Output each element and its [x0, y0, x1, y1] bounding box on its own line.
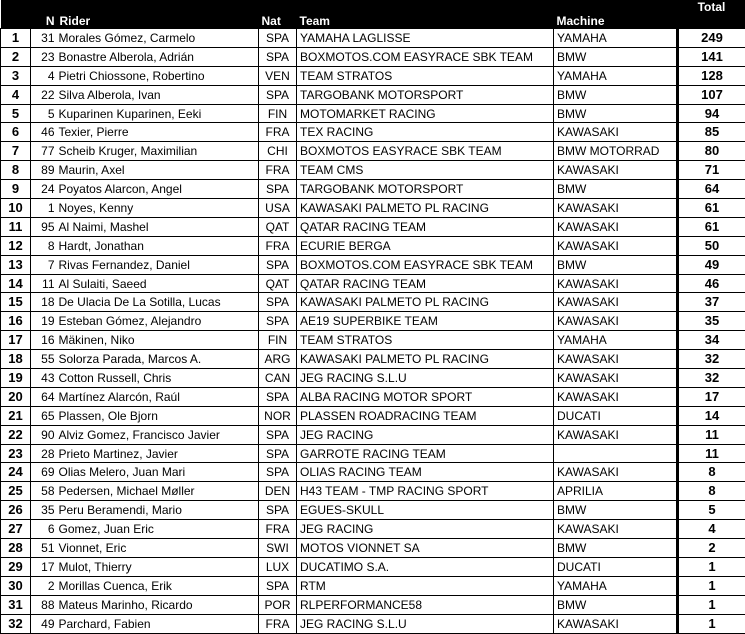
nationality-cell: SPA: [259, 312, 297, 331]
machine-cell: BMW: [554, 47, 678, 66]
position-cell: 25: [1, 482, 31, 501]
machine-cell: KAWASAKI: [554, 520, 678, 539]
nationality-cell: ARG: [259, 350, 297, 369]
table-row: [1, 331, 745, 350]
rider-cell: Cotton Russell, Chris: [57, 369, 259, 388]
table-row: [1, 199, 745, 218]
number-cell: 23: [31, 47, 57, 66]
machine-cell: KAWASAKI: [554, 199, 678, 218]
total-cell: 85: [678, 123, 745, 142]
header-total: Total: [678, 0, 745, 29]
position-cell: 31: [1, 595, 31, 614]
rider-cell: Pietri Chiossone, Robertino: [57, 66, 259, 85]
position-cell: 32: [1, 614, 31, 633]
position-cell: 9: [1, 180, 31, 199]
number-cell: 1: [31, 199, 57, 218]
nationality-cell: QAT: [259, 274, 297, 293]
machine-cell: APRILIA: [554, 482, 678, 501]
nationality-cell: CHI: [259, 142, 297, 161]
nationality-cell: SPA: [259, 293, 297, 312]
number-cell: 77: [31, 142, 57, 161]
position-cell: 15: [1, 293, 31, 312]
total-cell: 8: [678, 482, 745, 501]
position-cell: 22: [1, 425, 31, 444]
total-cell: 107: [678, 85, 745, 104]
nationality-cell: DEN: [259, 482, 297, 501]
number-cell: 69: [31, 463, 57, 482]
total-cell: 32: [678, 350, 745, 369]
machine-cell: KAWASAKI: [554, 123, 678, 142]
nationality-cell: SPA: [259, 47, 297, 66]
position-cell: 1: [1, 29, 31, 48]
total-cell: 35: [678, 312, 745, 331]
nationality-cell: SPA: [259, 444, 297, 463]
table-row: [1, 350, 745, 369]
position-cell: 17: [1, 331, 31, 350]
total-cell: 141: [678, 47, 745, 66]
total-cell: 14: [678, 406, 745, 425]
team-cell: TEX RACING: [297, 123, 554, 142]
nationality-cell: FRA: [259, 161, 297, 180]
header-row: [1, 0, 745, 29]
number-cell: 89: [31, 161, 57, 180]
nationality-cell: FRA: [259, 236, 297, 255]
position-cell: 24: [1, 463, 31, 482]
table-row: [1, 406, 745, 425]
number-cell: 90: [31, 425, 57, 444]
machine-cell: KAWASAKI: [554, 425, 678, 444]
total-cell: 34: [678, 331, 745, 350]
rider-cell: Mäkinen, Niko: [57, 331, 259, 350]
number-cell: 28: [31, 444, 57, 463]
total-cell: 61: [678, 199, 745, 218]
total-cell: 17: [678, 387, 745, 406]
total-cell: 2: [678, 539, 745, 558]
number-cell: 95: [31, 217, 57, 236]
machine-cell: KAWASAKI: [554, 217, 678, 236]
table-row: [1, 576, 745, 595]
team-cell: MOTOS VIONNET SA: [297, 539, 554, 558]
machine-cell: KAWASAKI: [554, 293, 678, 312]
machine-cell: YAMAHA: [554, 66, 678, 85]
total-cell: 37: [678, 293, 745, 312]
machine-cell: KAWASAKI: [554, 463, 678, 482]
header-machine: Machine: [554, 0, 678, 29]
team-cell: JEG RACING S.L.U: [297, 614, 554, 633]
table-row: [1, 180, 745, 199]
nationality-cell: SPA: [259, 29, 297, 48]
total-cell: 61: [678, 217, 745, 236]
nationality-cell: FRA: [259, 614, 297, 633]
total-cell: 46: [678, 274, 745, 293]
position-cell: 2: [1, 47, 31, 66]
table-row: [1, 255, 745, 274]
number-cell: 18: [31, 293, 57, 312]
team-cell: QATAR RACING TEAM: [297, 274, 554, 293]
position-cell: 13: [1, 255, 31, 274]
rider-cell: Gomez, Juan Eric: [57, 520, 259, 539]
position-cell: 8: [1, 161, 31, 180]
number-cell: 88: [31, 595, 57, 614]
rider-cell: Poyatos Alarcon, Angel: [57, 180, 259, 199]
nationality-cell: USA: [259, 199, 297, 218]
rider-cell: Plassen, Ole Bjorn: [57, 406, 259, 425]
rider-cell: Hardt, Jonathan: [57, 236, 259, 255]
nationality-cell: SPA: [259, 576, 297, 595]
nationality-cell: SPA: [259, 180, 297, 199]
table-row: [1, 614, 745, 633]
nationality-cell: SPA: [259, 501, 297, 520]
position-cell: 4: [1, 85, 31, 104]
table-row: [1, 104, 745, 123]
machine-cell: KAWASAKI: [554, 161, 678, 180]
table-row: [1, 482, 745, 501]
nationality-cell: QAT: [259, 217, 297, 236]
total-cell: 71: [678, 161, 745, 180]
total-cell: 32: [678, 369, 745, 388]
number-cell: 7: [31, 255, 57, 274]
rider-cell: Bonastre Alberola, Adrián: [57, 47, 259, 66]
nationality-cell: FIN: [259, 104, 297, 123]
total-cell: 8: [678, 463, 745, 482]
team-cell: MOTOMARKET RACING: [297, 104, 554, 123]
machine-cell: BMW: [554, 85, 678, 104]
number-cell: 65: [31, 406, 57, 425]
position-cell: 6: [1, 123, 31, 142]
position-cell: 30: [1, 576, 31, 595]
team-cell: TEAM STRATOS: [297, 331, 554, 350]
team-cell: BOXMOTOS.COM EASYRACE SBK TEAM: [297, 255, 554, 274]
number-cell: 11: [31, 274, 57, 293]
team-cell: KAWASAKI PALMETO PL RACING: [297, 199, 554, 218]
team-cell: JEG RACING S.L.U: [297, 369, 554, 388]
nationality-cell: SPA: [259, 255, 297, 274]
team-cell: ECURIE BERGA: [297, 236, 554, 255]
number-cell: 2: [31, 576, 57, 595]
nationality-cell: VEN: [259, 66, 297, 85]
position-cell: 16: [1, 312, 31, 331]
number-cell: 64: [31, 387, 57, 406]
rider-cell: Silva Alberola, Ivan: [57, 85, 259, 104]
total-cell: 11: [678, 425, 745, 444]
header-number: N: [31, 0, 57, 29]
team-cell: EGUES-SKULL: [297, 501, 554, 520]
table-row: [1, 85, 745, 104]
rider-cell: Martínez Alarcón, Raúl: [57, 387, 259, 406]
rider-cell: Noyes, Kenny: [57, 199, 259, 218]
team-cell: QATAR RACING TEAM: [297, 217, 554, 236]
team-cell: YAMAHA LAGLISSE: [297, 29, 554, 48]
total-cell: 249: [678, 29, 745, 48]
table-row: [1, 387, 745, 406]
team-cell: TARGOBANK MOTORSPORT: [297, 85, 554, 104]
team-cell: DUCATIMO S.A.: [297, 557, 554, 576]
number-cell: 35: [31, 501, 57, 520]
nationality-cell: CAN: [259, 369, 297, 388]
table-row: [1, 539, 745, 558]
total-cell: 50: [678, 236, 745, 255]
total-cell: 94: [678, 104, 745, 123]
team-cell: KAWASAKI PALMETO PL RACING: [297, 350, 554, 369]
number-cell: 8: [31, 236, 57, 255]
table-row: [1, 236, 745, 255]
machine-cell: BMW: [554, 180, 678, 199]
nationality-cell: LUX: [259, 557, 297, 576]
team-cell: AE19 SUPERBIKE TEAM: [297, 312, 554, 331]
team-cell: TEAM CMS: [297, 161, 554, 180]
machine-cell: DUCATI: [554, 557, 678, 576]
team-cell: ALBA RACING MOTOR SPORT: [297, 387, 554, 406]
position-cell: 29: [1, 557, 31, 576]
team-cell: GARROTE RACING TEAM: [297, 444, 554, 463]
machine-cell: KAWASAKI: [554, 614, 678, 633]
machine-cell: BMW: [554, 501, 678, 520]
number-cell: 31: [31, 29, 57, 48]
total-cell: 49: [678, 255, 745, 274]
number-cell: 4: [31, 66, 57, 85]
team-cell: TEAM STRATOS: [297, 66, 554, 85]
table-row: [1, 425, 745, 444]
machine-cell: YAMAHA: [554, 29, 678, 48]
team-cell: JEG RACING: [297, 520, 554, 539]
number-cell: 22: [31, 85, 57, 104]
total-cell: 11: [678, 444, 745, 463]
total-cell: 1: [678, 557, 745, 576]
table-row: [1, 123, 745, 142]
rider-cell: Mulot, Thierry: [57, 557, 259, 576]
table-row: [1, 217, 745, 236]
nationality-cell: SPA: [259, 425, 297, 444]
position-cell: 27: [1, 520, 31, 539]
table-row: [1, 595, 745, 614]
header-pos: [1, 0, 31, 29]
rider-cell: Maurin, Axel: [57, 161, 259, 180]
team-cell: OLIAS RACING TEAM: [297, 463, 554, 482]
total-cell: 5: [678, 501, 745, 520]
team-cell: JEG RACING: [297, 425, 554, 444]
position-cell: 10: [1, 199, 31, 218]
machine-cell: [554, 444, 678, 463]
nationality-cell: SPA: [259, 463, 297, 482]
nationality-cell: NOR: [259, 406, 297, 425]
number-cell: 5: [31, 104, 57, 123]
machine-cell: YAMAHA: [554, 576, 678, 595]
nationality-cell: FRA: [259, 123, 297, 142]
machine-cell: KAWASAKI: [554, 369, 678, 388]
machine-cell: KAWASAKI: [554, 312, 678, 331]
table-row: [1, 47, 745, 66]
table-row: [1, 66, 745, 85]
position-cell: 5: [1, 104, 31, 123]
rider-cell: De Ulacia De La Sotilla, Lucas: [57, 293, 259, 312]
table-row: [1, 161, 745, 180]
machine-cell: DUCATI: [554, 406, 678, 425]
machine-cell: BMW: [554, 595, 678, 614]
nationality-cell: FRA: [259, 520, 297, 539]
team-cell: H43 TEAM - TMP RACING SPORT: [297, 482, 554, 501]
rider-cell: Rivas Fernandez, Daniel: [57, 255, 259, 274]
rider-cell: Mateus Marinho, Ricardo: [57, 595, 259, 614]
rider-cell: Alviz Gomez, Francisco Javier: [57, 425, 259, 444]
machine-cell: YAMAHA: [554, 331, 678, 350]
number-cell: 49: [31, 614, 57, 633]
position-cell: 26: [1, 501, 31, 520]
team-cell: TARGOBANK MOTORSPORT: [297, 180, 554, 199]
table-row: [1, 293, 745, 312]
position-cell: 18: [1, 350, 31, 369]
header-team: Team: [297, 0, 554, 29]
position-cell: 14: [1, 274, 31, 293]
number-cell: 43: [31, 369, 57, 388]
machine-cell: BMW: [554, 255, 678, 274]
team-cell: RTM: [297, 576, 554, 595]
total-cell: 1: [678, 614, 745, 633]
machine-cell: KAWASAKI: [554, 236, 678, 255]
total-cell: 1: [678, 576, 745, 595]
total-cell: 80: [678, 142, 745, 161]
team-cell: RLPERFORMANCE58: [297, 595, 554, 614]
table-row: [1, 274, 745, 293]
rider-cell: Peru Beramendi, Mario: [57, 501, 259, 520]
rider-cell: Vionnet, Eric: [57, 539, 259, 558]
table-row: [1, 444, 745, 463]
nationality-cell: SPA: [259, 85, 297, 104]
position-cell: 28: [1, 539, 31, 558]
rider-cell: Al Naimi, Mashel: [57, 217, 259, 236]
rider-cell: Esteban Gómez, Alejandro: [57, 312, 259, 331]
table-row: [1, 369, 745, 388]
team-cell: PLASSEN ROADRACING TEAM: [297, 406, 554, 425]
position-cell: 21: [1, 406, 31, 425]
rider-cell: Kuparinen Kuparinen, Eeki: [57, 104, 259, 123]
nationality-cell: FIN: [259, 331, 297, 350]
rider-cell: Olias Melero, Juan Mari: [57, 463, 259, 482]
rider-cell: Al Sulaiti, Saeed: [57, 274, 259, 293]
position-cell: 19: [1, 369, 31, 388]
machine-cell: BMW MOTORRAD: [554, 142, 678, 161]
team-cell: BOXMOTOS.COM EASYRACE SBK TEAM: [297, 47, 554, 66]
position-cell: 12: [1, 236, 31, 255]
total-cell: 64: [678, 180, 745, 199]
table-row: [1, 312, 745, 331]
nationality-cell: SPA: [259, 387, 297, 406]
team-cell: KAWASAKI PALMETO PL RACING: [297, 293, 554, 312]
machine-cell: BMW: [554, 539, 678, 558]
total-cell: 128: [678, 66, 745, 85]
number-cell: 19: [31, 312, 57, 331]
position-cell: 3: [1, 66, 31, 85]
nationality-cell: POR: [259, 595, 297, 614]
number-cell: 17: [31, 557, 57, 576]
rider-cell: Morillas Cuenca, Erik: [57, 576, 259, 595]
machine-cell: KAWASAKI: [554, 387, 678, 406]
number-cell: 46: [31, 123, 57, 142]
position-cell: 20: [1, 387, 31, 406]
header-nat: Nat: [259, 0, 297, 29]
position-cell: 11: [1, 217, 31, 236]
total-cell: 4: [678, 520, 745, 539]
machine-cell: BMW: [554, 104, 678, 123]
table-row: [1, 142, 745, 161]
team-cell: BOXMOTOS EASYRACE SBK TEAM: [297, 142, 554, 161]
total-cell: 1: [678, 595, 745, 614]
rider-cell: Texier, Pierre: [57, 123, 259, 142]
rider-cell: Scheib Kruger, Maximilian: [57, 142, 259, 161]
position-cell: 23: [1, 444, 31, 463]
machine-cell: KAWASAKI: [554, 274, 678, 293]
rider-cell: Morales Gómez, Carmelo: [57, 29, 259, 48]
table-row: [1, 501, 745, 520]
position-cell: 7: [1, 142, 31, 161]
rider-cell: Solorza Parada, Marcos A.: [57, 350, 259, 369]
table-row: [1, 29, 745, 48]
rider-cell: Parchard, Fabien: [57, 614, 259, 633]
number-cell: 16: [31, 331, 57, 350]
number-cell: 55: [31, 350, 57, 369]
header-rider: Rider: [57, 0, 259, 29]
number-cell: 6: [31, 520, 57, 539]
table-row: [1, 463, 745, 482]
machine-cell: KAWASAKI: [554, 350, 678, 369]
nationality-cell: SWI: [259, 539, 297, 558]
rider-cell: Pedersen, Michael Møller: [57, 482, 259, 501]
number-cell: 51: [31, 539, 57, 558]
number-cell: 58: [31, 482, 57, 501]
number-cell: 24: [31, 180, 57, 199]
rider-cell: Prieto Martinez, Javier: [57, 444, 259, 463]
table-row: [1, 520, 745, 539]
table-row: [1, 557, 745, 576]
